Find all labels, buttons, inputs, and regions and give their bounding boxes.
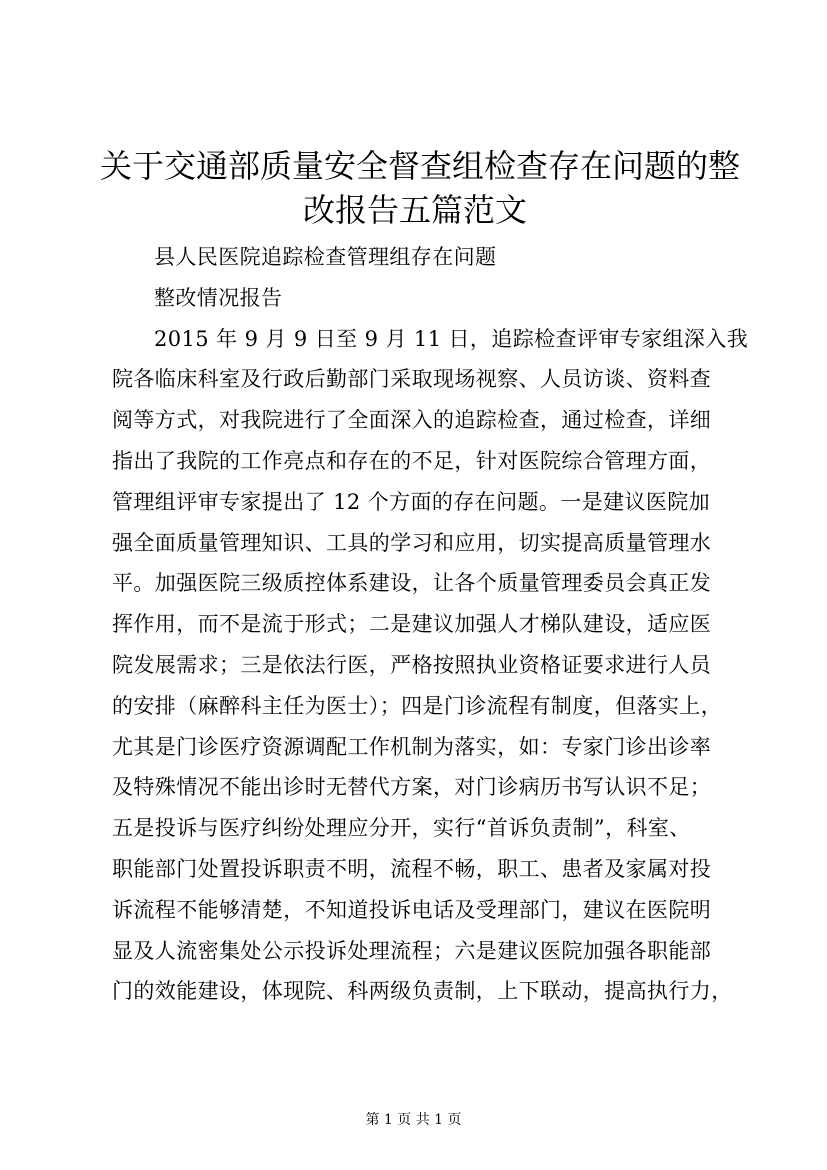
body-line-16: 显及人流密集处公示投诉处理流程；六是建议医院加强各职能部: [112, 938, 712, 963]
body-line-4: 指出了我院的工作亮点和存在的不足，针对医院综合管理方面，: [112, 448, 712, 473]
document-body: [112, 237, 749, 1012]
body-line-14: 职能部门处置投诉职责不明，流程不畅，职工、患者及家属对投: [112, 856, 712, 881]
body-line-3: 阅等方式，对我院进行了全面深入的追踪检查，通过检查，详细: [112, 408, 712, 433]
body-line-9: 院发展需求；三是依法行医，严格按照执业资格证要求进行人员: [112, 652, 712, 677]
title-line-2: 改报告五篇范文: [302, 191, 527, 229]
body-line-15: 诉流程不能够清楚，不知道投诉电话及受理部门，建议在医院明: [112, 897, 712, 922]
body-line-2: 院各临床科室及行政后勤部门采取现场视察、人员访谈、资料查: [112, 367, 712, 392]
body-line-13: 五是投诉与医疗纠纷处理应分开，实行“首诉负责制”，科室、: [112, 816, 691, 841]
document-title: [100, 144, 741, 232]
heading-line-1: 县人民医院追踪检查管理组存在问题: [154, 245, 497, 269]
body-line-6: 强全面质量管理知识、工具的学习和应用，切实提高质量管理水: [112, 530, 712, 555]
heading-line-2: 整改情况报告: [154, 285, 283, 310]
body-line-10: 的安排（麻醉科主任为医士）；四是门诊流程有制度，但落实上，: [112, 693, 723, 718]
body-line-12: 及特殊情况不能出诊时无替代方案，对门诊病历书写认识不足；: [112, 775, 712, 800]
title-line-1: 关于交通部质量安全督查组检查存在问题的整: [100, 147, 741, 185]
body-line-7: 平。加强医院三级质控体系建设，让各个质量管理委员会真正发: [112, 571, 712, 596]
body-line-8: 挥作用，而不是流于形式；二是建议加强人才梯队建设，适应医: [112, 612, 712, 637]
page-footer: 第 1 页 共 1 页: [365, 1112, 462, 1128]
body-line-17: 门的效能建设，体现院、科两级负责制，上下联动，提高执行力，: [112, 979, 733, 1004]
body-line-5: 管理组评审专家提出了 12 个方面的存在问题。一是建议医院加: [112, 489, 711, 514]
body-line-1: 2015 年 9 月 9 日至 9 月 11 日，追踪检查评审专家组深入我: [154, 326, 749, 351]
body-line-11: 尤其是门诊医疗资源调配工作机制为落实，如：专家门诊出诊率: [112, 734, 712, 759]
